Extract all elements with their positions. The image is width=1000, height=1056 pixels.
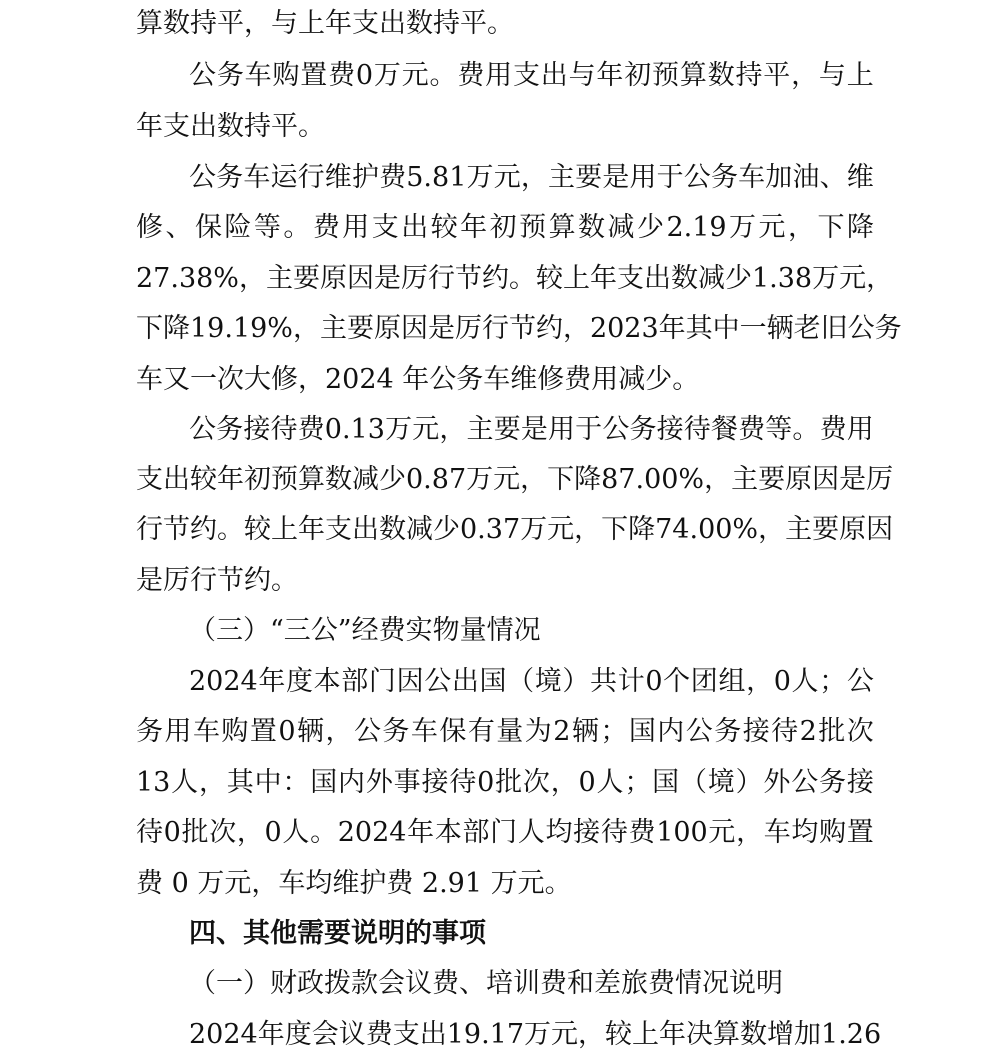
paragraph-line-5: 修 、 保 险 等 。 费 用 支 出 较 年 初 预 算 数 减 少 2.19 万 元 ， 下 降 bbox=[136, 212, 874, 243]
paragraph-line-10: 支 出 较 年 初 预 算 数 减 少 0.87 万 元 ， 下 降 87.00% ， 主 要 原 因 是 厉 bbox=[136, 464, 894, 495]
paragraph-line-11: 行 节 约 。 较 上 年 支 出 数 减 少 0.37 万 元 ， 下 降 74.00% ， 主 要 原 因 bbox=[136, 514, 894, 545]
paragraph-line-2: 公 务 车 购 置 费 0 万 元 。 费 用 支 出 与 年 初 预 算 数 持 平 ， 与 上 bbox=[189, 60, 874, 91]
paragraph-line-18: 2024 年 度 会 议 费 支 出 19.17 万 元 ， 较 上 年 决 算 数 增 加 1.26 bbox=[189, 1019, 882, 1050]
paragraph-line-1: 算数持平，与上年支出数持平。 bbox=[136, 8, 514, 39]
paragraph-line-15: 13 人 ， 其 中 ： 国 内 外 事 接 待 0 批 次 ， 0 人 ； 国 （ 境 ） 外 公 务 接 bbox=[136, 767, 874, 798]
section-heading-3: （三）“三公”经费实物量情况 bbox=[189, 615, 541, 646]
paragraph-line-8: 车又一次大修，2024 年公务车维修费用减少。 bbox=[136, 364, 700, 395]
subsection-heading-1: （一）财政拨款会议费、培训费和差旅费情况说明 bbox=[189, 968, 783, 999]
paragraph-line-17: 费 0 万元，车均维护费 2.91 万元。 bbox=[136, 868, 572, 899]
paragraph-line-7: 下 降 19.19% ， 主 要 原 因 是 厉 行 节 约 ， 2023 年 其 中 一 辆 老 旧 公 务 bbox=[136, 313, 902, 344]
paragraph-line-12: 是厉行节约。 bbox=[136, 565, 298, 596]
paragraph-line-4: 公 务 车 运 行 维 护 费 5.81 万 元 ， 主 要 是 用 于 公 务 车 加 油 、 维 bbox=[189, 162, 874, 193]
paragraph-line-6: 27.38% ， 主 要 原 因 是 厉 行 节 约 。 较 上 年 支 出 数 减 少 1.38 万 元 ， bbox=[136, 263, 894, 294]
paragraph-line-13: 2024 年 度 本 部 门 因 公 出 国 （ 境 ） 共 计 0 个 团 组 ， 0 人 ； 公 bbox=[189, 666, 874, 697]
paragraph-line-9: 公 务 接 待 费 0.13 万 元 ， 主 要 是 用 于 公 务 接 待 餐 费 等 。 费 用 bbox=[189, 414, 874, 445]
chapter-heading-4: 四、其他需要说明的事项 bbox=[189, 918, 486, 949]
paragraph-line-3: 年支出数持平。 bbox=[136, 111, 325, 142]
paragraph-line-14: 务 用 车 购 置 0 辆 ， 公 务 车 保 有 量 为 2 辆 ； 国 内 公 务 接 待 2 批 次 bbox=[136, 716, 874, 747]
paragraph-line-16: 待 0 批 次 ， 0 人 。 2024 年 本 部 门 人 均 接 待 费 100 元 ， 车 均 购 置 bbox=[136, 817, 874, 848]
